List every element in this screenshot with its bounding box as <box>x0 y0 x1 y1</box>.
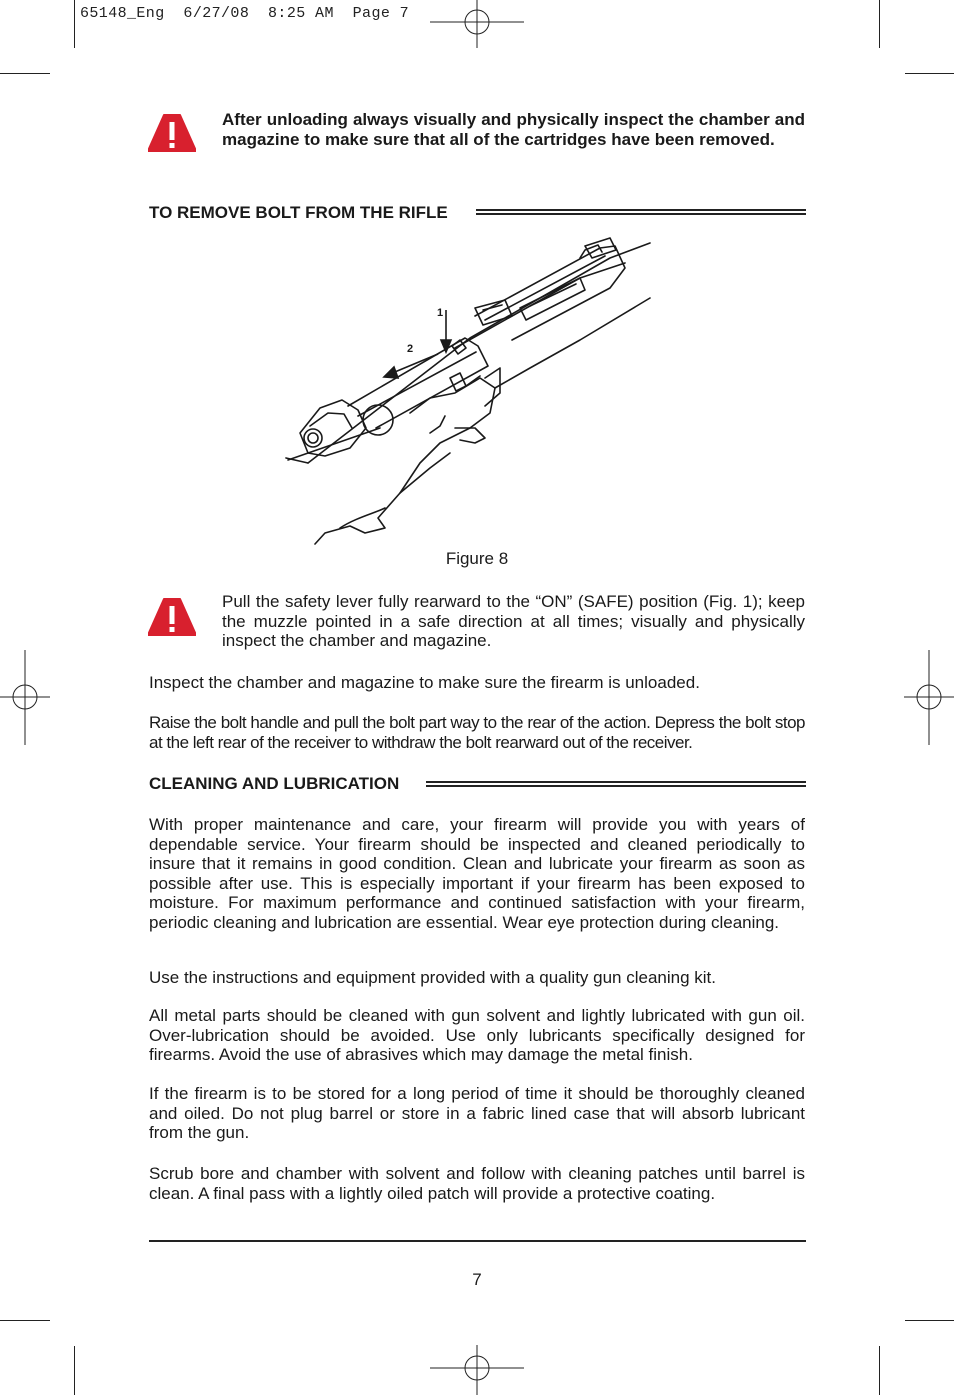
figure-callout-2: 2 <box>407 343 414 355</box>
heading-rule <box>426 781 806 787</box>
figure-caption: Figure 8 <box>445 549 509 568</box>
footer-rule <box>149 1240 806 1242</box>
scrub-bore-paragraph: Scrub bore and chamber with solvent and follow with cleaning patches until barrel is clean. A final pass with a lightly oiled patch will provide a protective coating. <box>149 1164 805 1203</box>
remove-bolt-paragraph: Raise the bolt handle and pull the bolt part way to the rear of the action. Depress the bolt stop at the left rear of the receiver to withdraw the bolt rearward out of the receiver. <box>149 713 805 752</box>
figure-callout-1: 1 <box>437 307 444 319</box>
warning-icon <box>148 113 196 153</box>
warning-icon <box>148 597 196 637</box>
cleaning-kit-paragraph: Use the instructions and equipment provided with a quality gun cleaning kit. <box>149 968 717 987</box>
safety-warning-text: Pull the safety lever fully rearward to the “ON” (SAFE) position (Fig. 1); keep the muzzle pointed in a safe direction at all times; visually and physically inspect the chamber and magazine. <box>222 592 805 651</box>
heading-rule <box>476 209 806 215</box>
storage-paragraph: If the firearm is to be stored for a long period of time it should be thoroughly cleaned and oiled. Do not plug barrel or store in a fabric lined case that will absorb lubricant from the gun. <box>149 1084 805 1143</box>
section-heading-remove-bolt: TO REMOVE BOLT FROM THE RIFLE <box>149 203 448 222</box>
maintenance-paragraph: With proper maintenance and care, your firearm will provide you with years of dependable service. Your firearm should be inspected and cleaned periodically to insure that it remains in good condition. Clean and lubricate your firearm as soon as possible after use. This is especially important if your firearm has been exposed to moisture. For maximum performance and continued satisfaction with your firearm, periodic cleaning and lubrication are essential. Wear eye protection during cleaning. <box>149 815 805 932</box>
metal-parts-paragraph: All metal parts should be cleaned with gun solvent and lightly lubricated with gun oil. Over-lubrication should be avoided. Use only lubricants specifically designed for firearms. Avoid the use of abrasives which may damage the metal finish. <box>149 1006 805 1065</box>
unload-warning-text: After unloading always visually and physically inspect the chamber and magazine to make sure that all of the cartridges have been removed. <box>222 110 805 149</box>
page-number: 7 <box>472 1270 482 1289</box>
section-heading-cleaning: CLEANING AND LUBRICATION <box>149 774 400 793</box>
rifle-bolt-figure <box>280 228 670 548</box>
print-slug: 65148_Eng 6/27/08 8:25 AM Page 7 <box>80 5 410 22</box>
inspect-paragraph: Inspect the chamber and magazine to make sure the firearm is unloaded. <box>149 673 700 692</box>
